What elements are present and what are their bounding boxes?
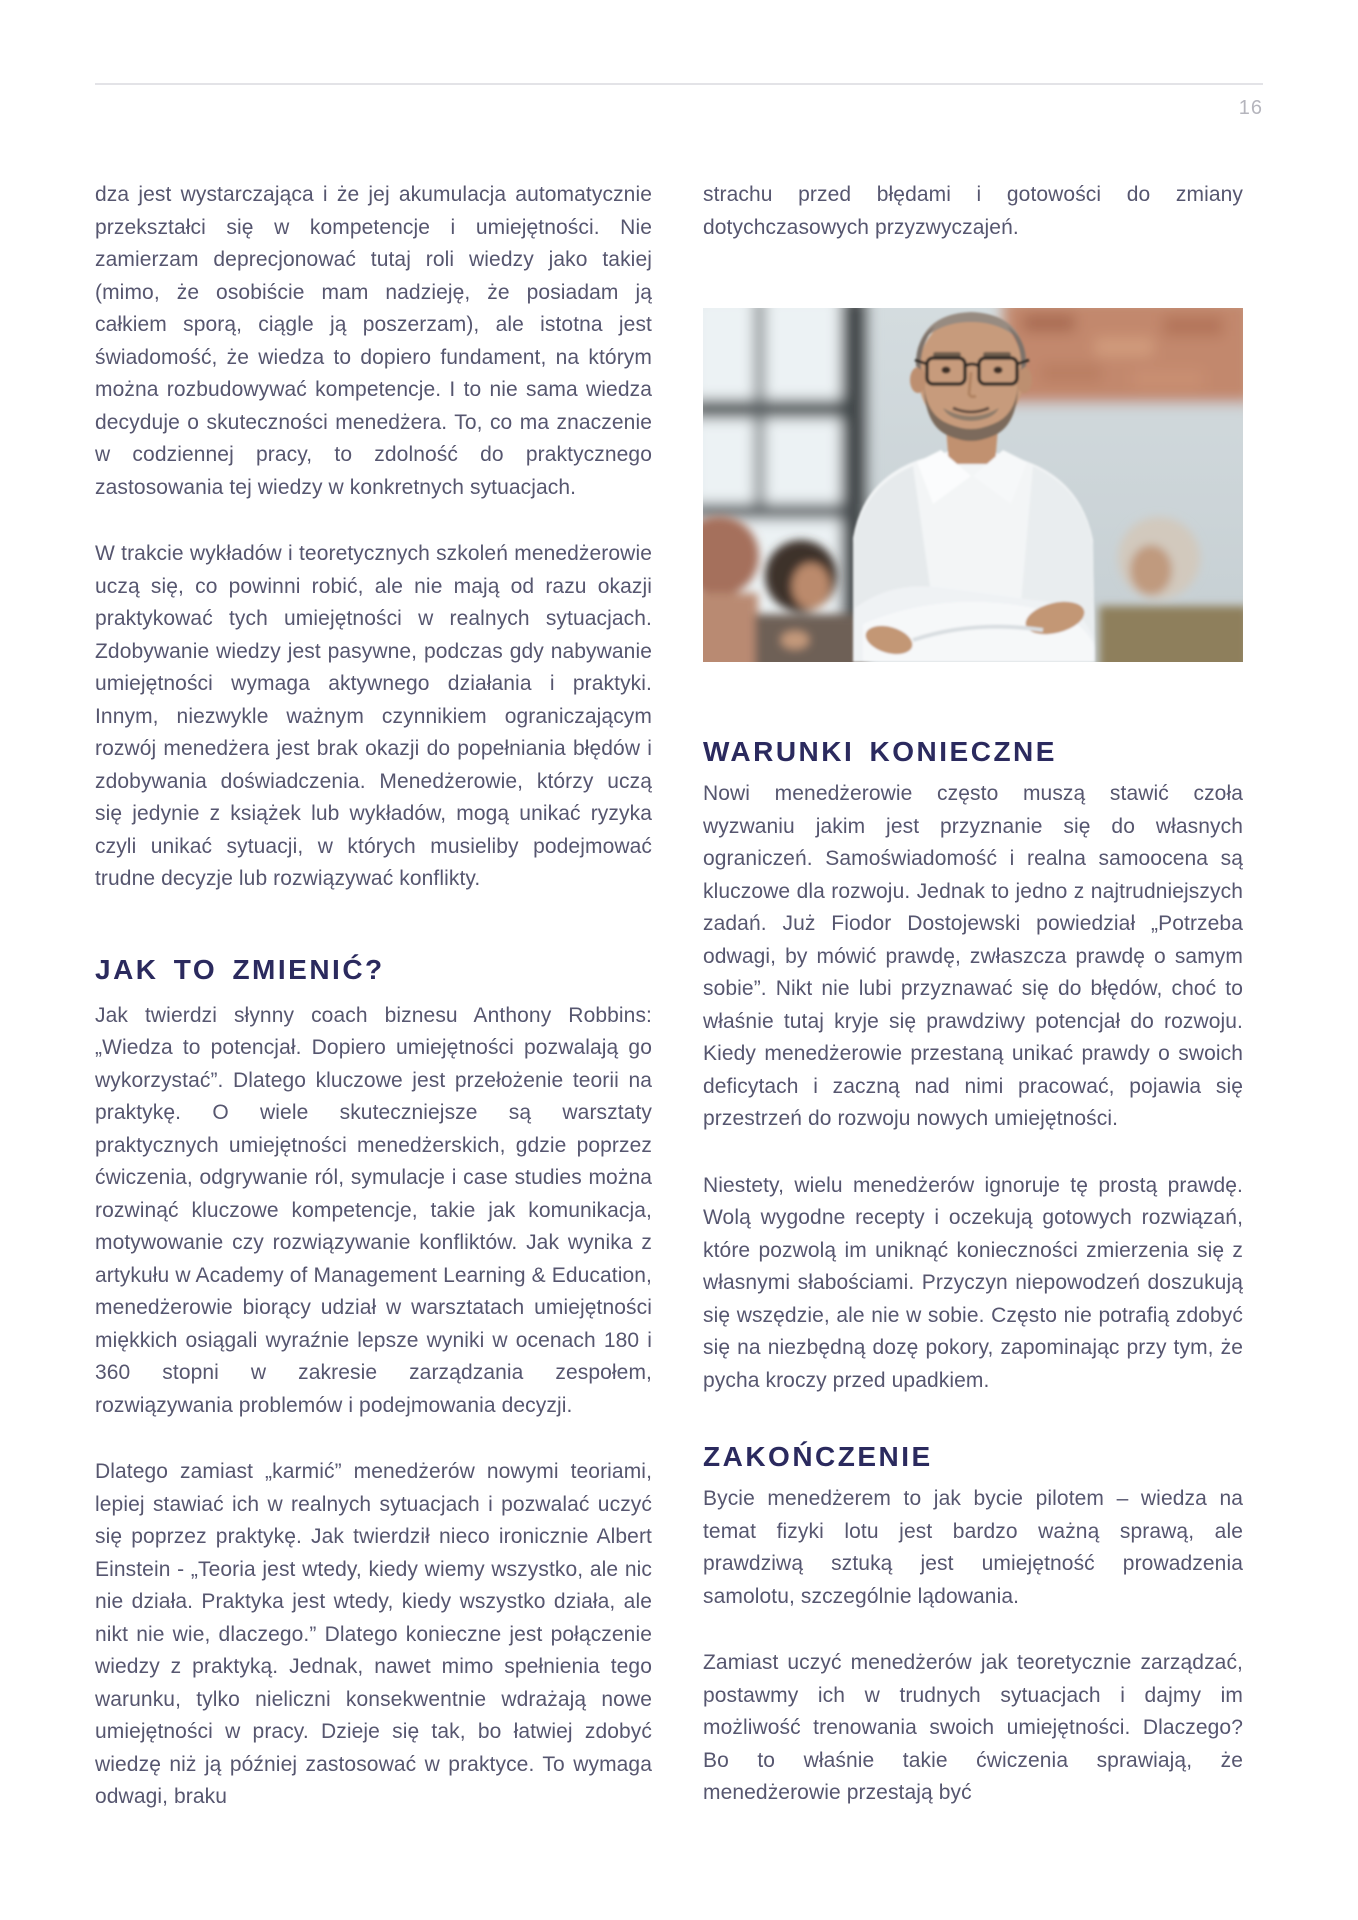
paragraph: Dlatego zamiast „karmić” menedżerów nowymi teoriami, lepiej stawiać ich w realnych sytuacjach i pozwalać uczyć się poprzez praktykę. Jak twierdził nieco ironicznie Albert Einstein - „Teoria jest wtedy, kiedy wiemy wszystko, ale nic nie działa. Praktyka jest wtedy, kiedy wszystko działa, ale nikt nie wie, dlaczego.” Dlatego konieczne jest połączenie wiedzy z praktyką. Jednak, nawet mimo spełnienia tego warunku, tylko nieliczni konsekwentnie wdrażają nowe umiejętności w pracy. Dzieje się tak, bo łatwiej zdobyć wiedzę niż ją później zastosować w praktyce. To wymaga odwagi, braku: [95, 1460, 652, 1808]
paragraph: Bycie menedżerem to jak bycie pilotem – wiedza na temat fizyki lotu jest bardzo ważną sprawą, ale prawdziwą sztuką jest umiejętność prowadzenia samolotu, szczególnie lądowania.: [703, 1487, 1243, 1608]
article-photo: [703, 308, 1243, 662]
section-heading-warunki-konieczne: WARUNKI KONIECZNE: [703, 736, 1057, 767]
left-column: [95, 179, 652, 1814]
paragraph: Zamiast uczyć menedżerów jak teoretycznie zarządzać, postawmy ich w trudnych sytuacjach i dajmy im możliwość trenowania swoich umiejętności. Dlaczego? Bo to właśnie takie ćwiczenia sprawiają, że menedżerowie przestają być: [703, 1651, 1243, 1804]
header-rule: [95, 83, 1263, 85]
section-heading-jak-to-zmienic: JAK TO ZMIENIĆ?: [95, 953, 385, 985]
paragraph: dza jest wystarczająca i że jej akumulacja automatycznie przekształci się w kompetencje i umiejętności. Nie zamierzam deprecjonować tutaj roli wiedzy jako takiej (mimo, że osobiście mam nadzieję, że posiadam ją całkiem sporą, ciągle ją poszerzam), ale istotna jest świadomość, że wiedza to dopiero fundament, na którym można rozbudowywać kompetencje. I to nie sama wiedza decyduje o skuteczności menedżera. To, co ma znaczenie w codziennej pracy, to zdolność do praktycznego zastosowania tej wiedzy w konkretnych sytuacjach.: [95, 183, 652, 499]
paragraph: W trakcie wykładów i teoretycznych szkoleń menedżerowie uczą się, co powinni robić, ale nie mają od razu okazji praktykować tych umiejętności w realnych sytuacjach. Zdobywanie wiedzy jest pasywne, podczas gdy nabywanie umiejętności wymaga aktywnego działania i praktyki. Innym, niezwykle ważnym czynnikiem ograniczającym rozwój menedżera jest brak okazji do popełniania błędów i zdobywania doświadczenia. Menedżerowie, którzy uczą się jedynie z książek lub wykładów, mogą unikać ryzyka czyli unikać sytuacji, w których musieliby podejmować trudne decyzje lub rozwiązywać konflikty.: [95, 542, 652, 890]
section-heading-zakonczenie: ZAKOŃCZENIE: [703, 1441, 933, 1472]
right-column: [703, 179, 1243, 1810]
team-photo-illustration: [703, 308, 1243, 662]
paragraph: strachu przed błędami i gotowości do zmiany dotychczasowych przyzwyczajeń.: [703, 183, 1243, 239]
paragraph: Nowi menedżerowie często muszą stawić czoła wyzwaniu jakim jest przyznanie się do własnych ograniczeń. Samoświadomość i realna samoocena są kluczowe dla rozwoju. Jednak to jedno z najtrudniejszych zadań. Już Fiodor Dostojewski powiedział „Potrzeba odwagi, by mówić prawdę, zwłaszcza prawdę o samym sobie”. Nikt nie lubi przyznawać się do błędów, choć to właśnie tutaj kryje się prawdziwy potencjał do rozwoju. Kiedy menedżerowie przestaną unikać prawdy o swoich deficytach i zaczną nad nimi pracować, pojawia się przestrzeń do rozwoju nowych umiejętności.: [703, 782, 1243, 1130]
page-number: 16: [1238, 97, 1263, 119]
paragraph: Niestety, wielu menedżerów ignoruje tę prostą prawdę. Wolą wygodne recepty i oczekują gotowych rozwiązań, które pozwolą im uniknąć konieczności zmierzenia się z własnymi słabościami. Przyczyn niepowodzeń doszukują się wszędzie, ale nie w sobie. Często nie potrafią zdobyć się na niezbędną dozę pokory, zapominając przy tym, że pycha kroczy przed upadkiem.: [703, 1173, 1243, 1392]
paragraph: Jak twierdzi słynny coach biznesu Anthony Robbins: „Wiedza to potencjał. Dopiero umiejętności pozwalają go wykorzystać”. Dlatego kluczowe jest przełożenie teorii na praktykę. O wiele skuteczniejsze są warsztaty praktycznych umiejętności menedżerskich, gdzie poprzez ćwiczenia, odgrywanie ról, symulacje i case studies można rozwinąć kluczowe kompetencje, takie jak komunikacja, motywowanie czy rozwiązywanie konfliktów. Jak wynika z artykułu w Academy of Management Learning & Education, menedżerowie biorący udział w warsztatach umiejętności miękkich osiągali wyraźnie lepsze wyniki w ocenach 180 i 360 stopni w zakresie zarządzania zespołem, rozwiązywania problemów i podejmowania decyzji.: [95, 1003, 652, 1417]
